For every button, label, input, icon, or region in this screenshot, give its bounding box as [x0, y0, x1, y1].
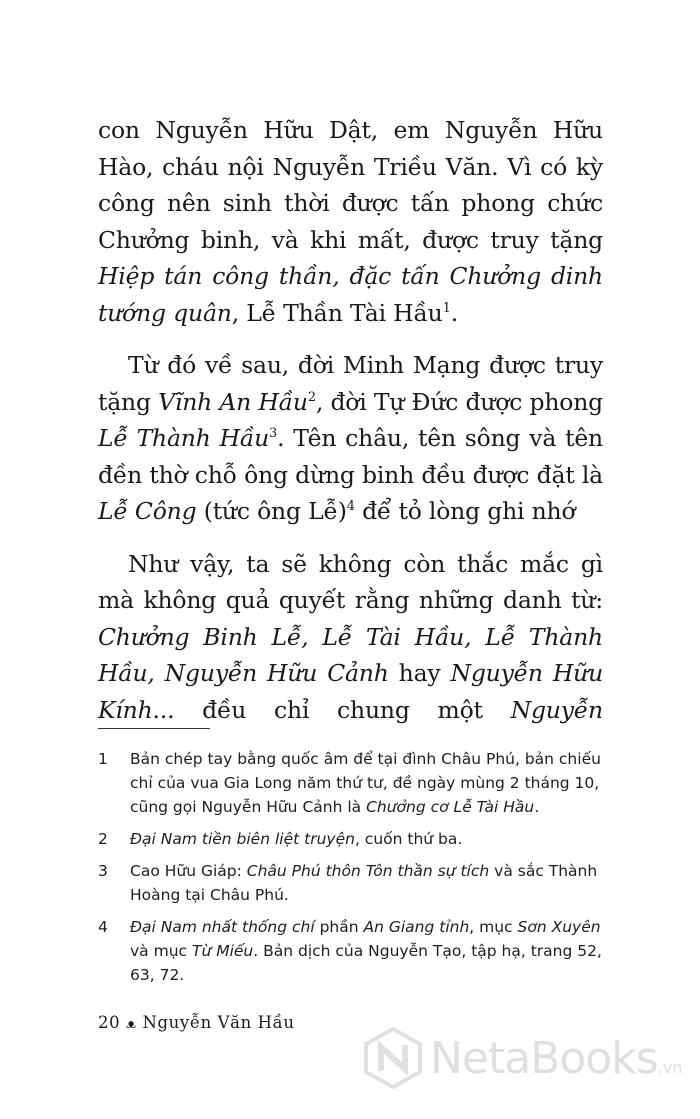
text-run: , cuốn thứ ba. — [354, 830, 463, 848]
footnote-2 — [98, 827, 608, 851]
page-number: 20 — [98, 1013, 121, 1032]
footer-separator-ornament: ᴥ — [126, 1017, 137, 1032]
italic-run: Đại Nam tiền biên liệt truyện — [130, 830, 355, 848]
italic-run: Lễ Thành Hầu — [98, 424, 270, 452]
italic-run: Sơn Xuyên — [517, 918, 601, 936]
text-run: hay — [388, 659, 451, 687]
italic-run: Hiệp tán công thần, đặc tấn Chưởng dinh tướng quân — [98, 262, 603, 327]
watermark-brand: NetaBooks — [430, 1032, 658, 1084]
text-run: , mục — [469, 918, 518, 936]
italic-run: Lễ Công — [98, 497, 197, 525]
paragraph-2 — [98, 347, 603, 530]
text-run: . Tên châu, tên sông và tên đền thờ chỗ ông dừng binh đều được đặt là — [98, 424, 603, 489]
text-run: và sắc Thành Hoàng tại Châu Phú. — [130, 862, 598, 904]
footnote-ref-2: 2 — [307, 389, 316, 405]
watermark-suffix: .vn — [657, 1057, 683, 1077]
footnote-divider — [98, 728, 210, 729]
page-footer — [98, 1013, 295, 1032]
footnote-number: 2 — [98, 830, 108, 848]
footnote-number: 3 — [98, 862, 108, 880]
watermark — [362, 1018, 692, 1098]
running-author: Nguyễn Văn Hầu — [142, 1013, 295, 1032]
text-run: (tức ông Lễ) — [196, 497, 347, 525]
footnote-number: 4 — [98, 918, 108, 936]
italic-run: Đại Nam nhất thống chí — [130, 918, 315, 936]
italic-run: Chưởng cơ Lễ Tài Hầu — [366, 798, 535, 816]
text-run: . — [450, 298, 458, 327]
footnote-number: 1 — [98, 750, 108, 768]
footnote-4 — [98, 915, 608, 987]
text-run: , Lễ Thần Tài Hầu — [231, 298, 443, 327]
text-run: phần — [314, 918, 364, 936]
italic-run: Châu Phú thôn Tôn thần sự tích — [246, 862, 490, 880]
text-run: Từ đó về sau, đời Minh Mạng được truy tặng — [98, 351, 603, 416]
italic-run: Nguyễn — [510, 695, 603, 724]
footnote-1 — [98, 747, 608, 819]
footnote-ref-4: 4 — [346, 499, 355, 514]
text-run: , đời Tự Đức được phong — [315, 387, 603, 416]
paragraph-1 — [98, 112, 603, 331]
italic-run: Vĩnh An Hầu — [158, 387, 308, 416]
netabooks-logo-icon — [362, 1027, 424, 1089]
text-run: . — [534, 798, 540, 816]
watermark-text — [430, 1033, 682, 1084]
footnote-text — [130, 859, 608, 907]
text-run: Như vậy, ta sẽ không còn thắc mắc gì mà không quả quyết rằng những danh từ: — [98, 549, 603, 614]
text-run: Bản chép tay bằng quốc âm để tại đình Châu Phú, bản chiếu chỉ của vua Gia Long năm thứ tư, đề ngày mùng 2 tháng 10, cũng gọi Nguyễn Hữu Cảnh là — [130, 750, 601, 816]
text-run: ... đều chỉ chung một — [152, 695, 511, 724]
italic-run: Chưởng Binh Lễ, Lễ Tài Hầu, Lễ Thành Hầu, Nguyễn Hữu Cảnh — [98, 622, 603, 687]
text-run: Cao Hữu Giáp: — [130, 862, 247, 880]
body-text — [98, 112, 603, 728]
paragraph-3 — [98, 546, 603, 729]
text-run: để tỏ lòng ghi nhớ — [354, 497, 576, 525]
footnotes — [98, 747, 608, 995]
footnote-text — [130, 827, 608, 851]
text-run: . Bản dịch của Nguyễn Tạo, tập hạ, trang 52, 63, 72. — [130, 942, 602, 984]
text-run: con Nguyễn Hữu Dật, em Nguyễn Hữu Hào, cháu nội Nguyễn Triều Văn. Vì có kỳ công nên sinh thời được tấn phong chức Chưởng binh, và khi mất, được truy tặng — [98, 116, 603, 254]
footnote-3 — [98, 859, 608, 907]
italic-run: Nguyễn Hữu Kính — [98, 659, 604, 724]
footnote-ref-1: 1 — [442, 300, 451, 316]
text-run: và mục — [130, 942, 192, 960]
footnote-text — [130, 747, 608, 819]
italic-run: An Giang tỉnh — [363, 918, 470, 936]
footnote-text — [130, 915, 608, 987]
footnote-ref-3: 3 — [269, 426, 278, 441]
italic-run: Từ Miếu — [191, 942, 254, 960]
